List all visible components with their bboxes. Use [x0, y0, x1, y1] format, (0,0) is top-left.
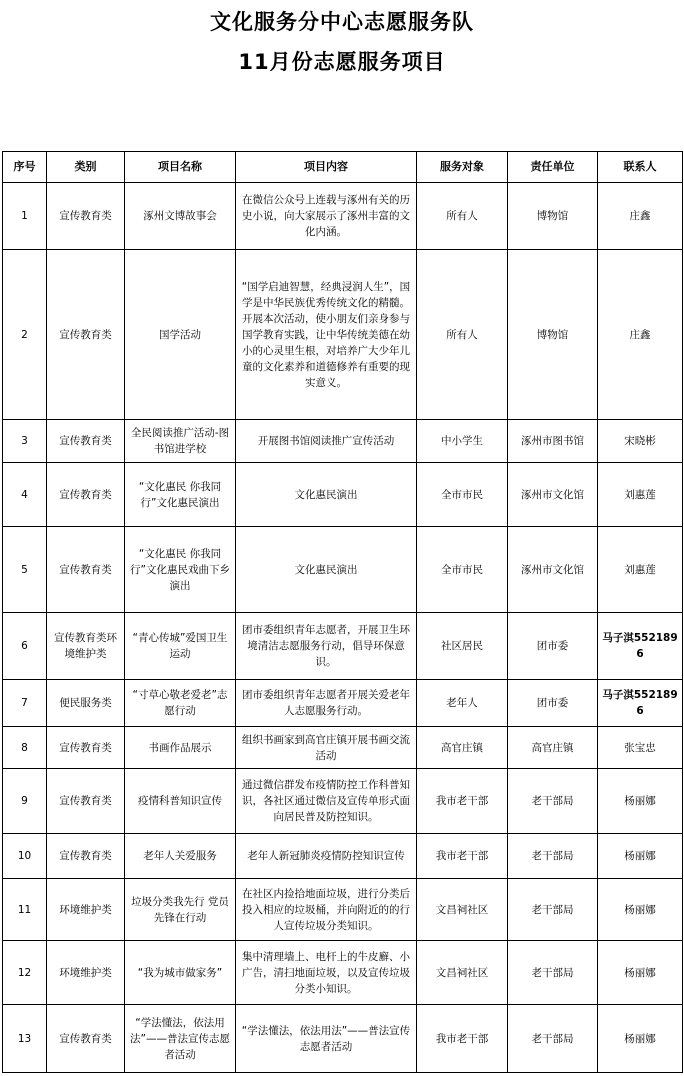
cell-category: 宣传教育类 — [47, 250, 125, 420]
cell-content: 文化惠民演出 — [236, 463, 417, 527]
cell-no: 7 — [3, 680, 47, 727]
cell-name: 书画作品展示 — [125, 727, 236, 769]
cell-target: 所有人 — [417, 183, 508, 250]
table-row — [3, 834, 683, 879]
cell-name: 国学活动 — [125, 250, 236, 420]
cell-unit: 老干部局 — [508, 879, 598, 941]
cell-no: 13 — [3, 1005, 47, 1073]
cell-unit: 高官庄镇 — [508, 727, 598, 769]
cell-name: “青心传城”爱国卫生运动 — [125, 613, 236, 680]
cell-contact: 刘惠莲 — [598, 463, 683, 527]
cell-target: 老年人 — [417, 680, 508, 727]
cell-no: 5 — [3, 527, 47, 613]
cell-content: 开展图书馆阅读推广宣传活动 — [236, 420, 417, 463]
cell-category: 宣传教育类 — [47, 727, 125, 769]
header-cell: 序号 — [3, 152, 47, 183]
cell-name: “我为城市做家务” — [125, 941, 236, 1005]
cell-unit: 老干部局 — [508, 834, 598, 879]
cell-no: 4 — [3, 463, 47, 527]
cell-unit: 涿州市图书馆 — [508, 420, 598, 463]
table-row — [3, 613, 683, 680]
cell-contact: 杨丽娜 — [598, 941, 683, 1005]
cell-category: 宣传教育类 — [47, 420, 125, 463]
cell-name: “学法懂法，依法用法”——普法宣传志愿者活动 — [125, 1005, 236, 1073]
cell-target: 高官庄镇 — [417, 727, 508, 769]
cell-category: 宣传教育类 — [47, 769, 125, 834]
page-title: 文化服务分中心志愿服务队 — [210, 10, 474, 34]
cell-target: 我市老干部 — [417, 1005, 508, 1073]
cell-no: 12 — [3, 941, 47, 1005]
cell-target: 全市市民 — [417, 527, 508, 613]
cell-name: 疫情科普知识宣传 — [125, 769, 236, 834]
cell-category: 便民服务类 — [47, 680, 125, 727]
cell-name: “文化惠民 你我同行”文化惠民演出 — [125, 463, 236, 527]
cell-category: 环境维护类 — [47, 879, 125, 941]
cell-content: 团市委组织青年志愿者开展关爱老年人志愿服务行动。 — [236, 680, 417, 727]
header-cell: 类别 — [47, 152, 125, 183]
cell-unit: 博物馆 — [508, 183, 598, 250]
table-row — [3, 420, 683, 463]
cell-unit: 老干部局 — [508, 1005, 598, 1073]
cell-unit: 老干部局 — [508, 941, 598, 1005]
header-cell: 项目内容 — [236, 152, 417, 183]
cell-category: 宣传教育类 — [47, 834, 125, 879]
cell-content: 团市委组织青年志愿者，开展卫生环境清洁志愿服务行动，倡导环保意识。 — [236, 613, 417, 680]
cell-contact: 杨丽娜 — [598, 879, 683, 941]
page-subtitle: 11月份志愿服务项目 — [238, 50, 446, 74]
cell-category: 宣传教育类 — [47, 183, 125, 250]
table-row — [3, 1005, 683, 1073]
cell-name: 涿州文博故事会 — [125, 183, 236, 250]
cell-target: 我市老干部 — [417, 834, 508, 879]
cell-content: 老年人新冠肺炎疫情防控知识宣传 — [236, 834, 417, 879]
cell-contact: 张宝忠 — [598, 727, 683, 769]
cell-unit: 博物馆 — [508, 250, 598, 420]
cell-category: 宣传教育类 — [47, 1005, 125, 1073]
cell-no: 10 — [3, 834, 47, 879]
table-row — [3, 941, 683, 1005]
cell-target: 文昌祠社区 — [417, 879, 508, 941]
header-cell: 联系人 — [598, 152, 683, 183]
cell-content: 文化惠民演出 — [236, 527, 417, 613]
table-row — [3, 527, 683, 613]
cell-target: 所有人 — [417, 250, 508, 420]
table-header-row — [3, 152, 683, 183]
cell-content: 组织书画家到高官庄镇开展书画交流活动 — [236, 727, 417, 769]
project-table — [2, 151, 683, 1073]
cell-contact: 庄鑫 — [598, 183, 683, 250]
cell-no: 9 — [3, 769, 47, 834]
header-cell: 服务对象 — [417, 152, 508, 183]
cell-category: 宣传教育类 — [47, 527, 125, 613]
cell-contact: 庄鑫 — [598, 250, 683, 420]
cell-no: 1 — [3, 183, 47, 250]
table-row — [3, 879, 683, 941]
cell-contact: 马子淇5521896 — [598, 680, 683, 727]
cell-name: “寸草心敬老爱老”志愿行动 — [125, 680, 236, 727]
cell-category: 宣传教育类环境维护类 — [47, 613, 125, 680]
cell-unit: 涿州市文化馆 — [508, 527, 598, 613]
cell-name: 老年人关爱服务 — [125, 834, 236, 879]
cell-content: “学法懂法，依法用法”——普法宣传志愿者活动 — [236, 1005, 417, 1073]
cell-contact: 马子淇5521896 — [598, 613, 683, 680]
table-row — [3, 727, 683, 769]
header-cell: 责任单位 — [508, 152, 598, 183]
table-row — [3, 463, 683, 527]
table-row — [3, 769, 683, 834]
cell-unit: 涿州市文化馆 — [508, 463, 598, 527]
cell-contact: 杨丽娜 — [598, 834, 683, 879]
cell-name: “文化惠民 你我同行”文化惠民戏曲下乡演出 — [125, 527, 236, 613]
cell-content: 在社区内捡拾地面垃圾，进行分类后投入相应的垃圾桶，并向附近的的行人宣传垃圾分类知识。 — [236, 879, 417, 941]
cell-unit: 老干部局 — [508, 769, 598, 834]
cell-name: 全民阅读推广活动-图书馆进学校 — [125, 420, 236, 463]
cell-unit: 团市委 — [508, 613, 598, 680]
cell-no: 6 — [3, 613, 47, 680]
cell-content: 集中清理墙上、电杆上的牛皮廯、小广告，清扫地面垃圾，以及宣传垃圾分类小知识。 — [236, 941, 417, 1005]
cell-contact: 杨丽娜 — [598, 1005, 683, 1073]
cell-target: 中小学生 — [417, 420, 508, 463]
cell-content: “国学启迪智慧，经典浸润人生”，国学是中华民族优秀传统文化的精髓。开展本次活动，使小朋友们亲身参与国学教育实践，让中华传统美德在幼小的心灵里生根，对培养广大少年儿童的文化素养和道德修养有重要的现实意义。 — [236, 250, 417, 420]
cell-target: 我市老干部 — [417, 769, 508, 834]
cell-no: 2 — [3, 250, 47, 420]
cell-no: 3 — [3, 420, 47, 463]
cell-target: 全市市民 — [417, 463, 508, 527]
table-row — [3, 183, 683, 250]
header-cell: 项目名称 — [125, 152, 236, 183]
cell-name: 垃圾分类我先行 党员先锋在行动 — [125, 879, 236, 941]
cell-target: 社区居民 — [417, 613, 508, 680]
cell-target: 文昌祠社区 — [417, 941, 508, 1005]
cell-category: 宣传教育类 — [47, 463, 125, 527]
cell-contact: 杨丽娜 — [598, 769, 683, 834]
cell-category: 环境维护类 — [47, 941, 125, 1005]
table-row — [3, 680, 683, 727]
table-row — [3, 250, 683, 420]
cell-contact: 宋晓彬 — [598, 420, 683, 463]
cell-contact: 刘惠莲 — [598, 527, 683, 613]
cell-no: 11 — [3, 879, 47, 941]
cell-no: 8 — [3, 727, 47, 769]
cell-unit: 团市委 — [508, 680, 598, 727]
cell-content: 通过微信群发布疫情防控工作科普知识，各社区通过微信及宣传单形式面向居民普及防控知识。 — [236, 769, 417, 834]
cell-content: 在微信公众号上连载与涿州有关的历史小说，向大家展示了涿州丰富的文化内涵。 — [236, 183, 417, 250]
